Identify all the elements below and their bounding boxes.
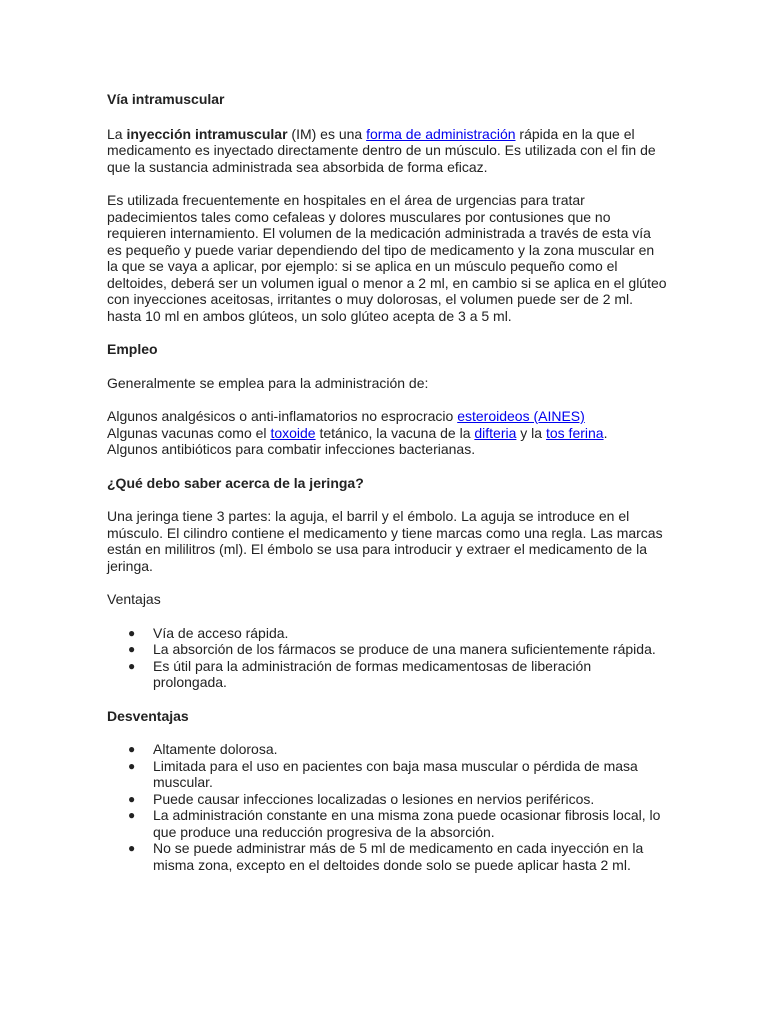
desventajas-item-text: La administración constante en una misma zona puede ocasionar fibrosis local, lo que produce una reducción progresiva de la absorción. — [153, 807, 661, 840]
intro-paragraph — [107, 126, 667, 176]
bullet-icon: ● — [128, 841, 136, 855]
empleo-line-vacunas — [107, 425, 667, 442]
bullet-icon: ● — [128, 742, 136, 756]
empleo-line-analgesicos — [107, 408, 667, 425]
volume-paragraph: Es utilizada frecuentemente en hospitales en el área de urgencias para tratar padecimientos tales como cefaleas y dolores musculares por contusiones que no requieren internamiento. El volumen de la medicación administrada a través de esta vía es pequeño y puede variar dependiendo del tipo de medicamento y la zona muscular en la que se vaya a aplicar, por ejemplo: si se aplica en un músculo pequeño como el deltoides, deberá ser un volumen igual o menor a 2 ml, en cambio si se aplica en el glúteo con inyecciones aceitosas, irritantes o muy dolorosas, el volumen puede ser de 2 ml. hasta 10 ml en ambos glúteos, un solo glúteo acepta de 3 a 5 ml. — [107, 192, 667, 324]
list-item — [128, 807, 667, 840]
bullet-icon: ● — [128, 625, 136, 640]
forma-de-administracion-link[interactable]: forma de administración — [366, 125, 516, 142]
ventajas-item-text: Vía de acceso rápida. — [153, 624, 289, 641]
page-title: Vía intramuscular — [107, 91, 225, 107]
desventajas-item-text: Limitada para el uso en pacientes con baja masa muscular o pérdida de masa muscular. — [153, 757, 638, 790]
empleo-line-2-text-2: tetánico, la vacuna de la — [315, 424, 475, 441]
empleo-line-2-text-3: y la — [516, 424, 546, 441]
list-item — [128, 741, 667, 758]
empleo-line-1-text: Algunos analgésicos o anti-inflamatorios no esprocracio — [107, 408, 458, 424]
list-item — [128, 641, 667, 658]
toxoide-link[interactable]: toxoide — [270, 424, 316, 441]
empleo-line-antibioticos: Algunos antibióticos para combatir infecciones bacterianas. — [107, 441, 476, 457]
empleo-line-2-text-4: . — [603, 424, 608, 441]
empleo-heading: Empleo — [107, 341, 158, 357]
desventajas-item-text: Altamente dolorosa. — [153, 741, 278, 757]
intro-text-3: rápida en la que el medicamento es inyectado directamente dentro de un músculo. Es utilizada con el fin de que la sustancia administrada sea absorbida de forma eficaz. — [107, 125, 656, 175]
list-item — [128, 840, 667, 873]
bullet-icon: ● — [128, 642, 136, 656]
jeringa-paragraph: Una jeringa tiene 3 partes: la aguja, el barril y el émbolo. La aguja se introduce en el músculo. El cilindro contiene el medicamento y tiene marcas como una regla. Las marcas están en mililitros (ml). El émbolo se usa para introducir y extraer el medicamento de la jeringa. — [107, 508, 663, 574]
intro-text-1: La — [107, 125, 127, 142]
intro-bold-term: inyección intramuscular — [126, 125, 288, 142]
empleo-list — [107, 408, 667, 458]
empleo-intro: Generalmente se emplea para la administración de: — [107, 374, 429, 391]
bullet-icon: ● — [128, 791, 136, 806]
document-page — [107, 91, 667, 890]
desventajas-list — [107, 741, 667, 873]
desventajas-heading: Desventajas — [107, 707, 189, 724]
list-item — [128, 790, 667, 808]
list-item — [128, 624, 667, 642]
ventajas-label: Ventajas — [107, 591, 161, 607]
bullet-icon: ● — [128, 658, 136, 673]
difteria-link[interactable]: difteria — [474, 424, 517, 441]
tos-ferina-link[interactable]: tos ferina — [545, 424, 604, 441]
ventajas-list — [107, 625, 667, 691]
list-item — [128, 657, 667, 691]
desventajas-item-text: No se puede administrar más de 5 ml de medicamento en cada inyección en la misma zona, excepto en el deltoides donde solo se puede aplicar hasta 2 ml. — [153, 840, 644, 873]
desventajas-item-text: Puede causar infecciones localizadas o lesiones en nervios periféricos. — [153, 790, 595, 807]
empleo-line-2-text-1: Algunas vacunas como el — [107, 424, 271, 441]
bullet-icon: ● — [128, 808, 136, 822]
jeringa-heading: ¿Qué debo saber acerca de la jeringa? — [107, 474, 364, 491]
list-item — [128, 757, 667, 791]
ventajas-item-text: Es útil para la administración de formas medicamentosas de liberación prolongada. — [153, 657, 592, 690]
intro-text-2: (IM) es una — [287, 125, 367, 142]
ventajas-item-text: La absorción de los fármacos se produce de una manera suficientemente rápida. — [153, 641, 656, 657]
bullet-icon: ● — [128, 758, 136, 773]
esteroideos-link[interactable]: esteroideos (AINES) — [457, 408, 585, 424]
